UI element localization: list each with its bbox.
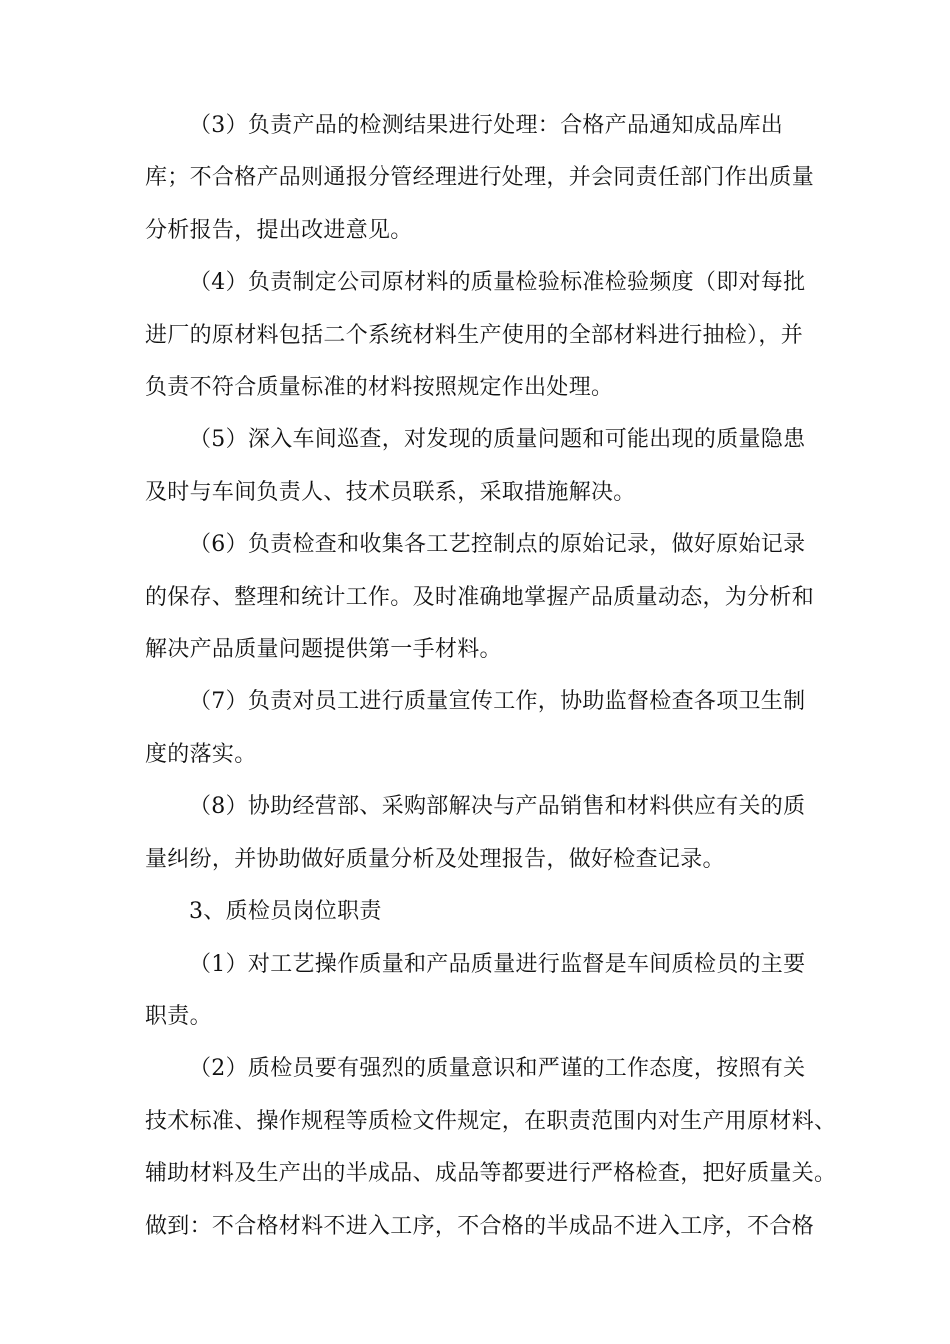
section-heading [145,886,817,938]
text-line: 辅助材料及生产出的半成品、成品等都要进行严格检查，把好质量关。 [145,1161,837,1187]
paragraph-item-1 [145,939,817,1044]
paragraph-item-8 [145,781,817,886]
text-line: （3）负责产品的检测结果进行处理：合格产品通知成品库出 [189,113,784,138]
body-text [145,100,837,1253]
text-line: 库；不合格产品则通报分管经理进行处理，并会同责任部门作出质量 [145,165,815,191]
text-line: （4）负责制定公司原材料的质量检验标准检验频度（即对每批 [189,270,806,296]
text-line: 职责。 [145,1003,212,1029]
text-line: （1）对工艺操作质量和产品质量进行监督是车间质检员的主要 [189,951,806,977]
paragraph-item-2 [145,1043,837,1253]
text-line: （7）负责对员工进行质量宣传工作，协助监督检查各项卫生制 [189,689,806,715]
paragraph-item-4 [145,257,817,414]
paragraph-item-7 [145,676,817,781]
paragraph-item-5 [145,414,817,519]
text-line: （8）协助经营部、采购部解决与产品销售和材料供应有关的质 [189,794,806,820]
text-line: 的保存、整理和统计工作。及时准确地掌握产品质量动态，为分析和 [145,584,815,610]
paragraph-item-6 [145,519,817,676]
text-line: （6）负责检查和收集各工艺控制点的原始记录，做好原始记录 [189,532,806,558]
text-line: 量纠纷，并协助做好质量分析及处理报告，做好检查记录。 [145,846,725,872]
text-line: 3、质检员岗位职责 [189,899,382,925]
text-line: 进厂的原材料包括二个系统材料生产使用的全部材料进行抽检），并 [145,322,804,348]
text-line: 负责不符合质量标准的材料按照规定作出处理。 [145,375,614,401]
paragraph-item-3 [145,100,817,257]
text-line: 度的落实。 [145,741,257,767]
text-line: 解决产品质量问题提供第一手材料。 [145,637,502,663]
text-line: 做到：不合格材料不进入工序，不合格的半成品不进入工序，不合格 [145,1213,815,1239]
text-line: 技术标准、操作规程等质检文件规定，在职责范围内对生产用原材料、 [145,1108,837,1134]
text-line: （5）深入车间巡查，对发现的质量问题和可能出现的质量隐患 [189,427,806,453]
text-line: 及时与车间负责人、技术员联系，采取措施解决。 [145,479,636,505]
text-line: 分析报告，提出改进意见。 [145,217,413,243]
text-line: （2）质检员要有强烈的质量意识和严谨的工作态度，按照有关 [189,1056,806,1082]
